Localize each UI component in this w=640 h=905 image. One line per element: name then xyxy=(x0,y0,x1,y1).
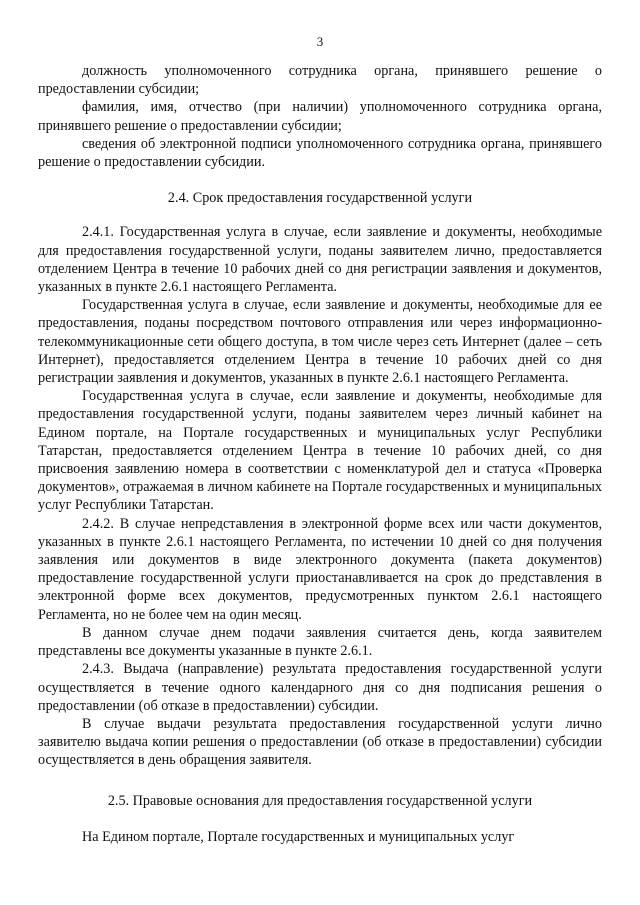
paragraph-issuance: В случае выдачи результата предоставления государственной услуги лично заявителю выдача копии решения о предоставлении (об отказе в предоставлении) субсидии осуществляется в день обращения заявителя. xyxy=(38,715,602,769)
page-number: 3 xyxy=(316,34,324,49)
paragraph-portal: Государственная услуга в случае, если заявление и документы, необходимые для предоставления государственной услуги, поданы заявителем через личный кабинет на Едином портале, на Портале государственных и муниципальных услуг Республики Татарстан, предоставляется отделением Центра в течение 10 рабочих дней, со дня присвоения заявлению номера в соответствии с номенклатурой дел и статуса «Проверка документов», отражаемая в личном кабинете на Портале государственных и муниципальных услуг Республики Татарстан. xyxy=(38,388,602,514)
list-item: должность уполномоченного сотрудника органа, принявшего решение о предоставлении субсидии; xyxy=(38,63,602,98)
section-heading-2-4: 2.4. Срок предоставления государственной услуги xyxy=(167,190,473,207)
paragraph-filing-day: В данном случае днем подачи заявления считается день, когда заявителем представлены все документы указанные в пункте 2.6.1. xyxy=(38,624,602,660)
paragraph-legal-basis: На Едином портале, Портале государственных и муниципальных услуг xyxy=(82,828,515,845)
list-item: сведения об электронной подписи уполномоченного сотрудника органа, принявшего решение о предоставлении субсидии. xyxy=(38,135,602,171)
paragraph-postal: Государственная услуга в случае, если заявление и документы, необходимые для ее предоставления, поданы посредством почтового отправления или через информационно-телекоммуникационные сети общего доступа, в том числе через сеть Интернет (далее – сеть Интернет), предоставляется отделением Центра в течение 10 рабочих дней со дня регистрации заявления и документов, указанных в пункте 2.6.1 настоящего Регламента. xyxy=(38,297,602,387)
paragraph-2-4-3: 2.4.3. Выдача (направление) результата предоставления государственной услуги осуществляется в течение одного календарного дня со дня подписания решения о предоставлении (об отказе в предоставлении) субсидии. xyxy=(38,661,602,714)
section-heading-2-5: 2.5. Правовые основания для предоставления государственной услуги xyxy=(107,792,533,809)
document-body xyxy=(38,62,602,846)
list-item: фамилия, имя, отчество (при наличии) уполномоченного сотрудника органа, принявшего решение о предоставлении субсидии; xyxy=(38,99,602,134)
paragraph-2-4-1: 2.4.1. Государственная услуга в случае, если заявление и документы, необходимые для предоставления государственной услуги, поданы заявителем лично, предоставляется отделением Центра в течение 10 рабочих дней со дня регистрации заявления и документов, указанных в пункте 2.6.1 настоящего Регламента. xyxy=(38,224,602,296)
paragraph-2-4-2: 2.4.2. В случае непредставления в электронной форме всех или части документов, указанных в пункте 2.6.1 настоящего Регламента, по истечении 10 дней со дня получения заявления или документов в виде электронного документа (пакета документов) предоставление государственной услуги приостанавливается на срок до представления в электронной форме всех документов, предусмотренных пунктом 2.6.1 настоящего Регламента, но не более чем на один месяц. xyxy=(38,515,602,623)
